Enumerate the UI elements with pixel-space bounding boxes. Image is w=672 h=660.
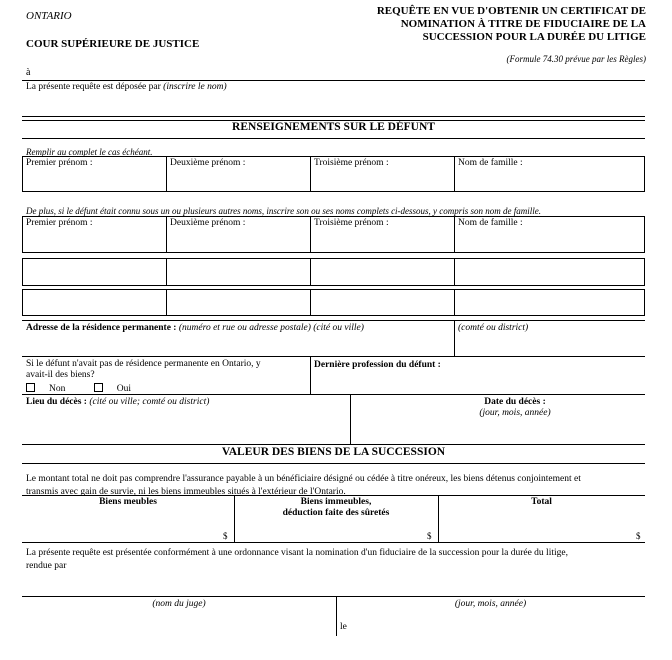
filed-by-label: La présente requête est déposée par (inscrire le nom) [26, 82, 227, 92]
order-statement: La présente requête est présentée conformément à une ordonnance visant la nomination d'un fiduciaire de la succession pour la durée du litige, rendue par [26, 548, 568, 571]
first-name-field[interactable]: Premier prénom : [26, 158, 93, 168]
real-estate-amount[interactable]: $ [427, 531, 432, 541]
alias-surname-field[interactable]: Nom de famille : [458, 218, 523, 228]
order-date-field[interactable]: (jour, mois, année) [454, 599, 527, 609]
total-amount[interactable]: $ [636, 531, 641, 541]
judge-name-field[interactable]: (nom du juge) [152, 599, 206, 609]
rule [22, 138, 645, 139]
court-location-line[interactable] [22, 80, 645, 81]
property-choice: Non Oui [26, 383, 131, 394]
aliases-note: De plus, si le défunt était connu sous un ou plusieurs autres noms, inscrire son ou ses noms complets ci-dessous, y compris son nom de famille. [26, 206, 542, 216]
alias-second-name-field[interactable]: Deuxième prénom : [170, 218, 246, 228]
section-heading-estate: VALEUR DES BIENS DE LA SUCCESSION [221, 446, 446, 458]
section-heading-deceased: RENSEIGNEMENTS SUR LE DÉFUNT [232, 121, 435, 133]
personal-property-amount[interactable]: $ [223, 531, 228, 541]
surname-field[interactable]: Nom de famille : [458, 158, 523, 168]
yes-checkbox[interactable] [94, 383, 103, 392]
death-date-field[interactable]: Date du décès : (jour, mois, année) [479, 397, 551, 418]
form-reference: (Formule 74.30 prévue par les Règles) [506, 54, 646, 64]
no-checkbox[interactable] [26, 383, 35, 392]
total-header: Total [531, 497, 552, 507]
no-residence-question: Si le défunt n'avait pas de résidence permanente en Ontario, y avait-il des biens? [26, 359, 261, 380]
alias-first-name-field[interactable]: Premier prénom : [26, 218, 93, 228]
personal-property-header: Biens meubles [99, 497, 157, 507]
residence-field[interactable]: Adresse de la résidence permanente : (numéro et rue ou adresse postale) (cité ou ville) [26, 323, 364, 333]
death-place-field[interactable]: Lieu du décès : (cité ou ville; comté ou district) [26, 397, 210, 407]
county-field[interactable]: (comté ou district) [458, 323, 529, 333]
form-title: REQUÊTE EN VUE D'OBTENIR UN CERTIFICAT DE NOMINATION À TITRE DE FIDUCIAIRE DE LA SUCCESSION POUR LA DURÉE DU LITIGE [376, 5, 646, 43]
province-label: ONTARIO [26, 10, 72, 22]
court-name: COUR SUPÉRIEURE DE JUSTICE [26, 38, 200, 50]
second-name-field[interactable]: Deuxième prénom : [170, 158, 246, 168]
alias-name-row-2[interactable] [22, 258, 645, 286]
le-label: le [340, 622, 347, 632]
real-estate-header: Biens immeubles, déduction faite des sûretés [282, 497, 390, 518]
alias-name-row-3[interactable] [22, 289, 645, 316]
fill-note: Remplir au complet le cas échéant. [26, 147, 153, 157]
applicant-line[interactable] [22, 116, 645, 117]
alias-third-name-field[interactable]: Troisième prénom : [314, 218, 389, 228]
third-name-field[interactable]: Troisième prénom : [314, 158, 389, 168]
estate-note: Le montant total ne doit pas comprendre l'assurance payable à un bénéficiaire désigné ou cédée à titre onéreux, les biens détenus conjointement et transmis avec gain de survie, ni les biens immeubles situés à l'extérieur de l'Ontario. [26, 474, 581, 497]
at-label: à [26, 67, 31, 78]
last-occupation-field[interactable]: Dernière profession du défunt : [314, 360, 441, 370]
